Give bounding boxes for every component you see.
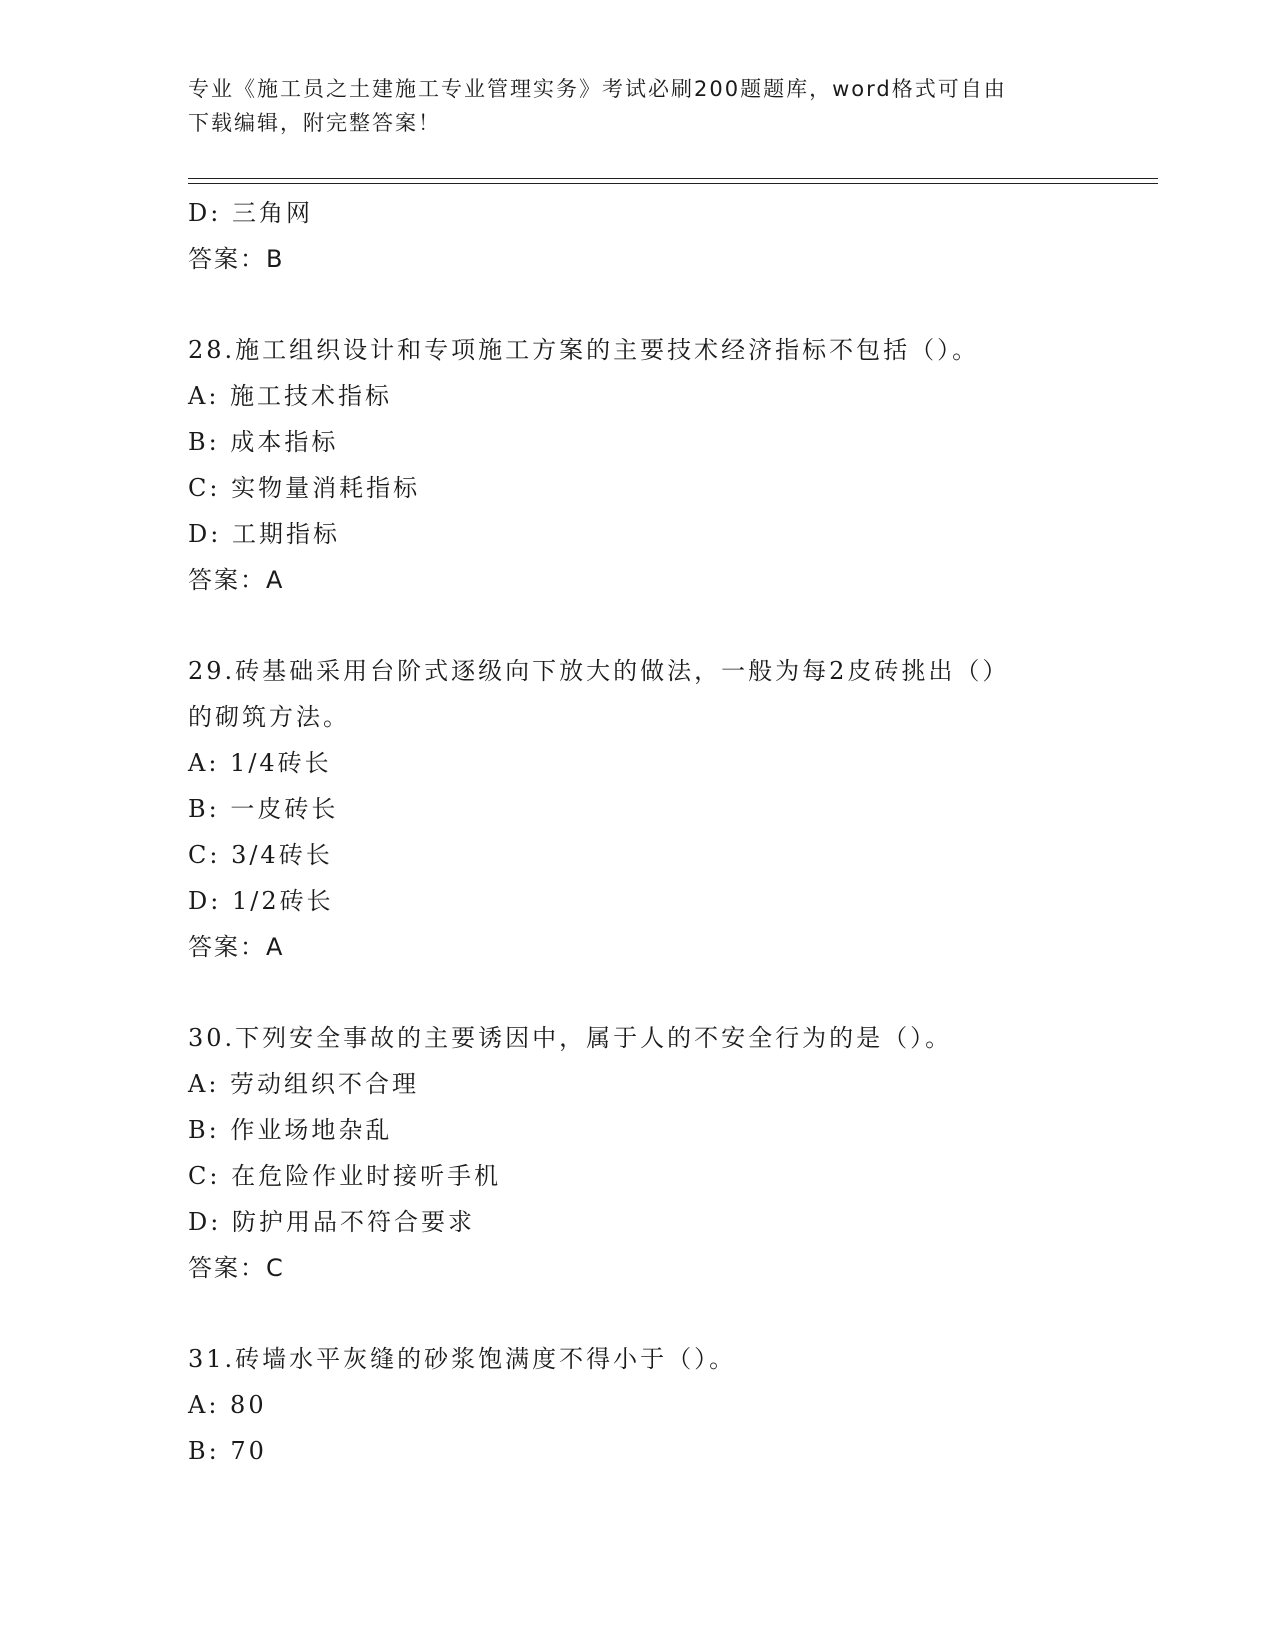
option-b: B: 成本指标: [188, 428, 339, 456]
option-d: D: 工期指标: [188, 520, 340, 548]
spacer: [188, 603, 1088, 648]
spacer: [188, 970, 1088, 1015]
question-block: [188, 1015, 1088, 1291]
option-a: A: 1/4砖长: [188, 749, 332, 777]
option-b: B: 作业场地杂乱: [188, 1116, 393, 1144]
option-d: D: 1/2砖长: [188, 887, 334, 915]
option-c: C: 在危险作业时接听手机: [188, 1162, 502, 1190]
answer-line: 答案：A: [188, 566, 285, 594]
header-line-2: 下载编辑，附完整答案！: [188, 111, 441, 135]
option-c: C: 3/4砖长: [188, 841, 333, 869]
question-stem-continued: 的砌筑方法。: [188, 703, 350, 731]
option-b: B: 一皮砖长: [188, 795, 339, 823]
question-stem: 29.砖基础采用台阶式逐级向下放大的做法，一般为每2皮砖挑出（）: [188, 657, 1010, 685]
question-block: [188, 1336, 1088, 1474]
document-body: [188, 190, 1088, 1474]
question-stem: 28.施工组织设计和专项施工方案的主要技术经济指标不包括（）。: [188, 336, 980, 364]
question-block: [188, 648, 1088, 970]
question-stem: 30.下列安全事故的主要诱因中，属于人的不安全行为的是（）。: [188, 1024, 953, 1052]
option-d: D: 防护用品不符合要求: [188, 1208, 475, 1236]
question-stem: 31.砖墙水平灰缝的砂浆饱满度不得小于（）。: [188, 1345, 737, 1373]
document-header: [188, 72, 1068, 140]
header-rule-bottom: [188, 183, 1158, 184]
option-c: C: 实物量消耗指标: [188, 474, 421, 502]
answer-line: 答案：A: [188, 933, 285, 961]
spacer: [188, 282, 1088, 327]
answer-line: 答案：C: [188, 1254, 285, 1282]
header-line-1: 专业《施工员之土建施工专业管理实务》考试必刷200题题库，word格式可自由: [188, 77, 1007, 101]
option-a: A: 80: [188, 1391, 267, 1419]
option-b: B: 70: [188, 1437, 267, 1465]
option-a: A: 劳动组织不合理: [188, 1070, 420, 1098]
question-block: [188, 327, 1088, 603]
answer-line: 答案：B: [188, 245, 285, 273]
option-d: D: 三角网: [188, 199, 313, 227]
spacer: [188, 1291, 1088, 1336]
option-a: A: 施工技术指标: [188, 382, 393, 410]
header-rule-top: [188, 178, 1158, 179]
